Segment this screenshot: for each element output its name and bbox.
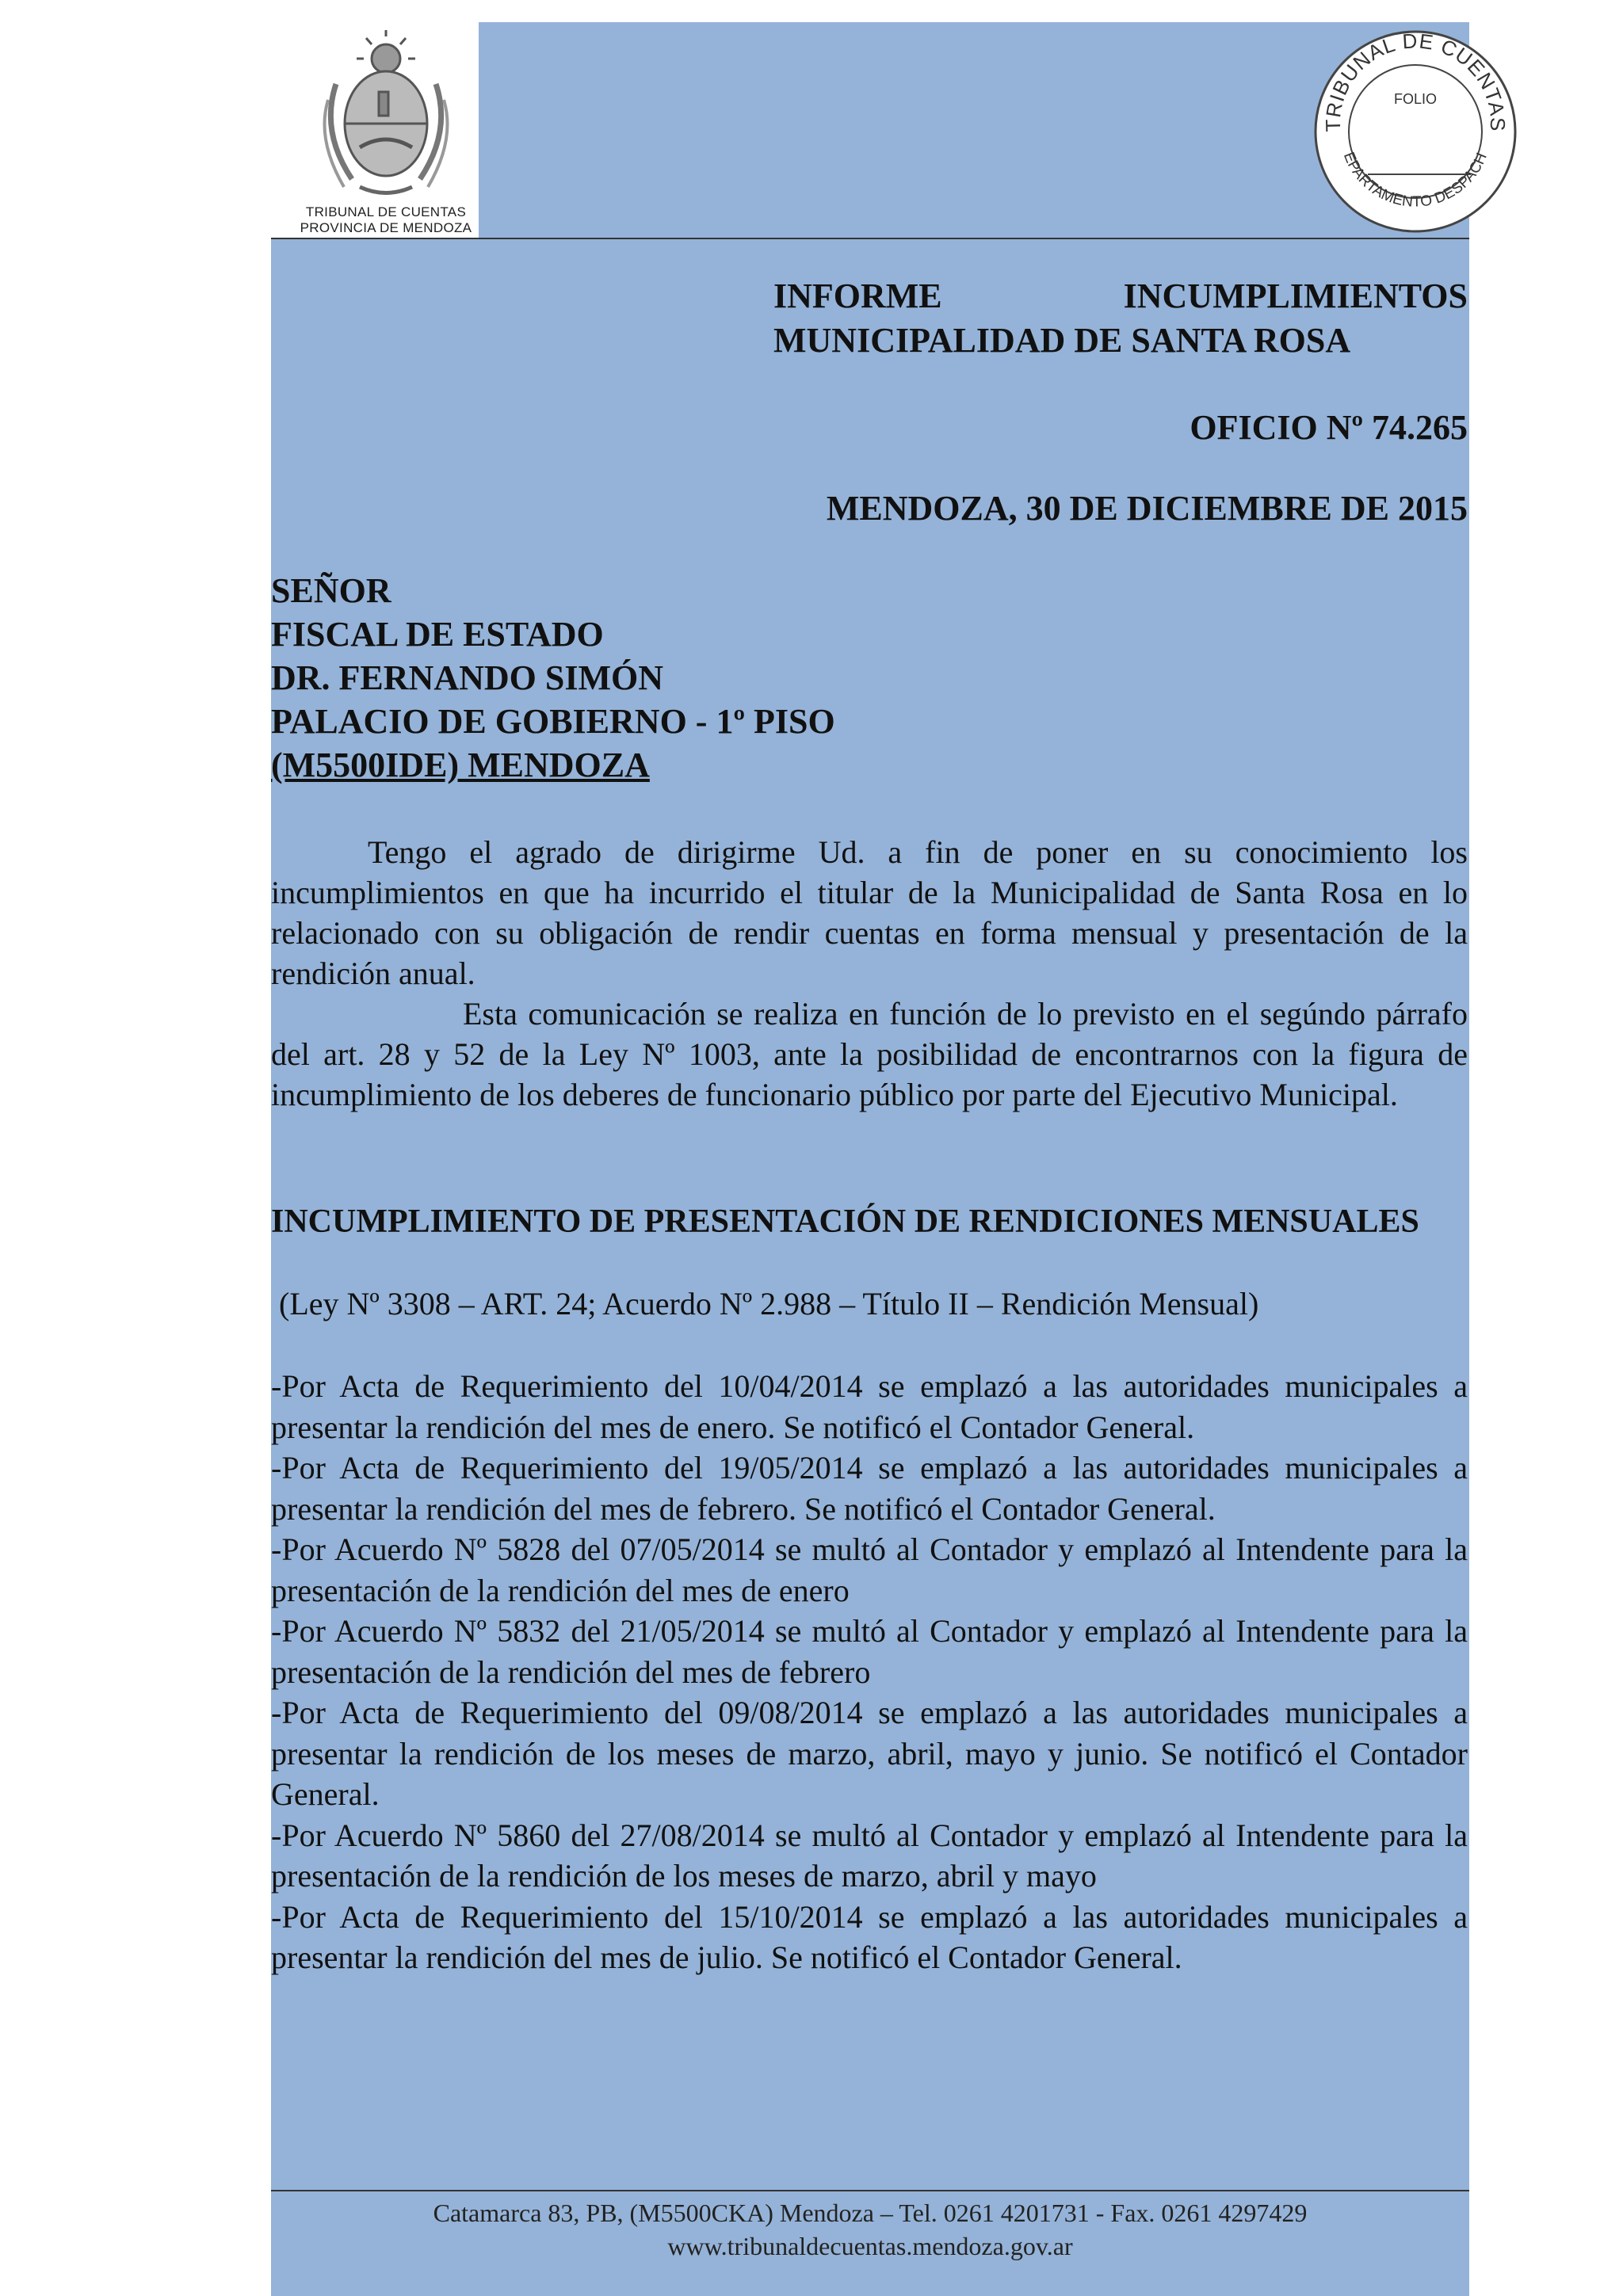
folio-stamp	[1312, 29, 1518, 235]
folio-stamp-seal	[1312, 29, 1518, 235]
header-divider	[271, 238, 1469, 239]
report-title	[773, 274, 1468, 363]
logo-caption-line1: TRIBUNAL DE CUENTAS	[305, 204, 467, 219]
stamp-top-text: TRIBUNAL DE CUENTAS	[1320, 29, 1510, 132]
addressee-line: SEÑOR	[271, 571, 391, 610]
report-title-line2: MUNICIPALIDAD DE SANTA ROSA	[773, 321, 1351, 360]
list-item: -Por Acta de Requerimiento del 10/04/2014 se emplazó a las autoridades municipales a presentar la rendición del mes de enero. Se notificó el Contador General.	[271, 1368, 1468, 1445]
list-item: -Por Acuerdo Nº 5860 del 27/08/2014 se multó al Contador y emplazó al Intendente para la presentación de la rendición de los meses de marzo, abril y mayo	[271, 1817, 1468, 1894]
report-title-line1: INFORME INCUMPLIMIENTOS	[773, 277, 1468, 315]
list-item: -Por Acta de Requerimiento del 19/05/2014 se emplazó a las autoridades municipales a presentar la rendición del mes de febrero. Se notificó el Contador General.	[271, 1450, 1468, 1527]
section-title: INCUMPLIMIENTO DE PRESENTACIÓN DE RENDICIONES MENSUALES	[271, 1203, 1419, 1240]
list-item: -Por Acta de Requerimiento del 15/10/2014 se emplazó a las autoridades municipales a presentar la rendición del mes de julio. Se notificó el Contador General.	[271, 1898, 1468, 1975]
list-item: -Por Acuerdo Nº 5832 del 21/05/2014 se multó al Contador y emplazó al Intendente para la presentación de la rendición del mes de febrero	[271, 1613, 1468, 1690]
logo-caption-line2: PROVINCIA DE MENDOZA	[300, 220, 472, 235]
footer-address: Catamarca 83, PB, (M5500CKA) Mendoza – Tel. 0261 4201731 - Fax. 0261 4297429	[433, 2199, 1308, 2227]
noncompliance-list	[271, 1366, 1468, 1978]
addressee-block	[271, 569, 1064, 787]
list-item: -Por Acta de Requerimiento del 09/08/2014 se emplazó a las autoridades municipales a presentar la rendición de los meses de marzo, abril, mayo y junio. Se notificó el Contador General.	[271, 1695, 1468, 1812]
oficio-number: OFICIO Nº 74.265	[1190, 408, 1468, 447]
stamp-bottom-text: EPARTAMENTO DESPACH	[1339, 150, 1491, 211]
page-footer	[271, 2196, 1469, 2263]
coat-of-arms-icon	[304, 29, 468, 201]
paragraph-legal-basis: Esta comunicación se realiza en función de lo previsto en el segúndo párrafo del art. 28 y 52 de la Ley Nº 1003, ante la posibilidad de encontrarnos con la figura de incumplimiento de los deberes de funcionario público por parte del Ejecutivo Municipal.	[271, 996, 1468, 1112]
addressee-line: (M5500IDE) MENDOZA	[271, 746, 650, 784]
footer-divider	[271, 2190, 1469, 2191]
coat-of-arms-logo	[295, 29, 477, 236]
list-item: -Por Acuerdo Nº 5828 del 07/05/2014 se multó al Contador y emplazó al Intendente para la presentación de la rendición del mes de enero	[271, 1531, 1468, 1608]
footer-website: www.tribunaldecuentas.mendoza.gov.ar	[667, 2232, 1073, 2260]
addressee-line: DR. FERNANDO SIMÓN	[271, 658, 663, 697]
paragraph-intro: Tengo el agrado de dirigirme Ud. a fin de poner en su conocimiento los incumplimientos en que ha incurrido el titular de la Municipalidad de Santa Rosa en lo relacionado con su obligación de rendir cuentas en forma mensual y presentación de la rendición anual.	[271, 834, 1468, 991]
logo-caption	[295, 204, 477, 236]
document-date: MENDOZA, 30 DE DICIEMBRE DE 2015	[826, 489, 1468, 528]
section-subtitle: (Ley Nº 3308 – ART. 24; Acuerdo Nº 2.988 – Título II – Rendición Mensual)	[279, 1286, 1259, 1322]
addressee-line: FISCAL DE ESTADO	[271, 615, 604, 654]
addressee-line: PALACIO DE GOBIERNO - 1º PISO	[271, 702, 835, 741]
stamp-folio-label: FOLIO	[1393, 91, 1438, 107]
